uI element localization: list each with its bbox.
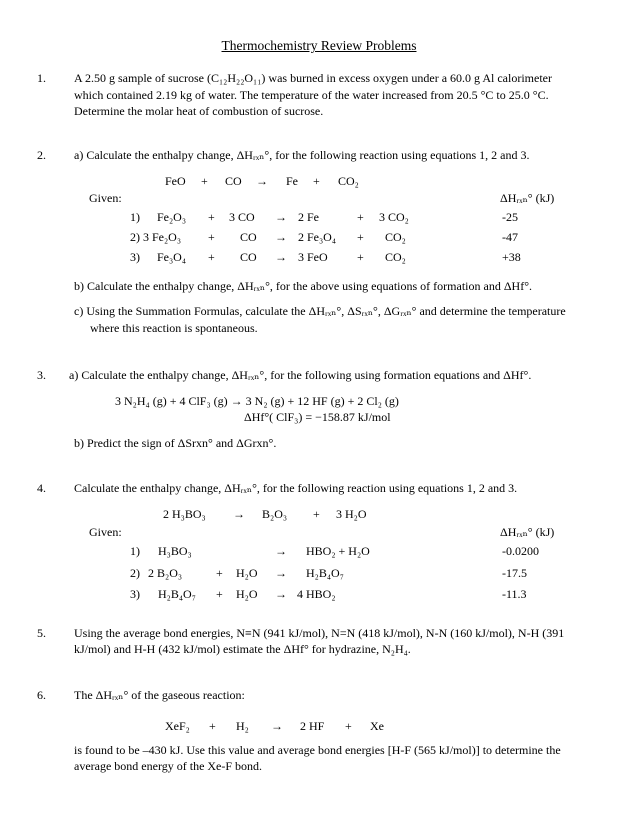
question-4-text: Calculate the enthalpy change, ΔHᵣₓₙ°, for the following reaction using equations 1, 2 and 3.: [74, 481, 518, 495]
eq-arrow: →: [275, 544, 287, 558]
question-6-text: The ΔHᵣₓₙ° of the gaseous reaction:: [74, 688, 245, 702]
q4-reaction-term: +: [313, 507, 320, 521]
eq-dh: -17.5: [502, 566, 527, 580]
eq-term: CO: [240, 230, 257, 244]
eq-term: H₂O: [236, 587, 258, 601]
q2-reaction-term: Fe: [286, 174, 298, 188]
question-1-number: 1.: [37, 71, 46, 85]
eq-term: 3 CO: [229, 210, 255, 224]
eq-term: +: [357, 210, 364, 224]
question-4-number: 4.: [37, 481, 46, 495]
q2-dh-header: ΔHᵣₓₙ° (kJ): [500, 191, 555, 205]
eq-term: +: [357, 230, 364, 244]
question-6-number: 6.: [37, 688, 46, 702]
q4-reaction-term: 3 H₂O: [336, 507, 367, 521]
eq-arrow: →: [275, 230, 287, 244]
q2-reaction-term: +: [201, 174, 208, 188]
q4-reaction-term: 2 H₃BO₃: [163, 507, 206, 521]
q2-reaction-term: +: [313, 174, 320, 188]
q6-reaction-term: H₂: [236, 719, 249, 733]
q4-reaction-arrow: →: [233, 507, 245, 521]
q6-reaction-term: +: [209, 719, 216, 733]
q6-reaction-term: 2 HF: [300, 719, 325, 733]
page-title: Thermochemistry Review Problems: [221, 38, 417, 53]
question-2-part-c-line-1: c) Using the Summation Formulas, calculate the ΔHᵣₓₙ°, ΔSᵣₓₙ°, ΔGᵣₓₙ° and determine the temperature: [74, 304, 566, 318]
question-6-line-1: is found to be –430 kJ. Use this value and average bond energies [H-F (565 kJ/mol)] to determine the: [74, 743, 561, 757]
eq-number: 3): [130, 587, 140, 601]
q2-reaction-term: FeO: [165, 174, 186, 188]
eq-term: +: [357, 250, 364, 264]
eq-dh: -25: [502, 210, 518, 224]
eq-term: Fe₃O₄: [157, 250, 187, 264]
eq-term: CO₂: [385, 230, 406, 244]
eq-term: +: [216, 587, 223, 601]
eq-arrow: →: [275, 587, 287, 601]
eq-term: H₃BO₃: [158, 544, 192, 558]
question-3-number: 3.: [37, 368, 46, 382]
question-3-part-a: a) Calculate the enthalpy change, ΔHᵣₓₙ°, for the following using formation equations and ΔHf°.: [69, 368, 532, 382]
q6-reaction-term: XeF₂: [165, 719, 190, 733]
eq-arrow: →: [275, 566, 287, 580]
eq-dh: -47: [502, 230, 518, 244]
q4-given-label: Given:: [89, 525, 122, 539]
eq-number: 2) 3 Fe₂O₃: [130, 230, 182, 244]
question-5-number: 5.: [37, 626, 46, 640]
question-3-part-b: b) Predict the sign of ΔSrxn° and ΔGrxn°.: [74, 436, 277, 450]
q3-formation-enthalpy: ΔHf°( ClF₃) = −158.87 kJ/mol: [244, 410, 391, 424]
q2-reaction-term: CO: [225, 174, 242, 188]
eq-dh: -0.0200: [502, 544, 539, 558]
eq-term: 2 Fe₃O₄: [298, 230, 337, 244]
q6-reaction-term: Xe: [370, 719, 384, 733]
question-5-line-2: kJ/mol) and H-H (432 kJ/mol) estimate the ΔHf° for hydrazine, N₂H₄.: [74, 642, 411, 656]
eq-number: 1): [130, 544, 140, 558]
question-6-line-2: average bond energy of the Xe-F bond.: [74, 759, 263, 773]
eq-number: 2): [130, 566, 140, 580]
eq-term: H₂B₄O₇: [158, 587, 196, 601]
q2-reaction-term: CO₂: [338, 174, 359, 188]
eq-term: H₂O: [236, 566, 258, 580]
q2-given-label: Given:: [89, 191, 122, 205]
question-5-line-1: Using the average bond energies, N≡N (941 kJ/mol), N=N (418 kJ/mol), N-N (160 kJ/mol), N-H (391: [74, 626, 565, 640]
q4-reaction-term: B₂O₃: [262, 507, 288, 521]
eq-term: +: [208, 250, 215, 264]
question-1-line-1: A 2.50 g sample of sucrose (C₁₂H₂₂O₁₁) was burned in excess oxygen under a 60.0 g Al calorimeter: [74, 71, 552, 85]
eq-term: CO₂: [385, 250, 406, 264]
question-2-part-b: b) Calculate the enthalpy change, ΔHᵣₓₙ°, for the above using equations of formation and ΔHf°.: [74, 279, 532, 293]
eq-term: 2 Fe: [298, 210, 319, 224]
eq-term: +: [208, 210, 215, 224]
eq-term: 3 FeO: [298, 250, 328, 264]
eq-term: 2 B₂O₃: [148, 566, 183, 580]
question-2-number: 2.: [37, 148, 46, 162]
eq-dh: +38: [502, 250, 521, 264]
question-2-part-c-line-2: where this reaction is spontaneous.: [90, 321, 258, 335]
eq-term: CO: [240, 250, 257, 264]
eq-number: 3): [130, 250, 140, 264]
question-2-part-a: a) Calculate the enthalpy change, ΔHᵣₓₙ°, for the following reaction using equations 1, 2 and 3.: [74, 148, 530, 162]
eq-term: H₂B₄O₇: [306, 566, 344, 580]
eq-dh: -11.3: [502, 587, 527, 601]
q6-reaction-arrow: →: [271, 719, 283, 733]
q6-reaction-term: +: [345, 719, 352, 733]
eq-arrow: →: [275, 210, 287, 224]
q4-dh-header: ΔHᵣₓₙ° (kJ): [500, 525, 555, 539]
eq-term: +: [216, 566, 223, 580]
eq-term: +: [208, 230, 215, 244]
question-1-line-3: Determine the molar heat of combustion of sucrose.: [74, 104, 324, 118]
eq-term: Fe₂O₃: [157, 210, 187, 224]
eq-number: 1): [130, 210, 140, 224]
q2-reaction-arrow: →: [256, 174, 268, 188]
eq-term: 3 CO₂: [379, 210, 409, 224]
q3-reaction: 3 N₂H₄ (g) + 4 ClF₃ (g) → 3 N₂ (g) + 12 HF (g) + 2 Cl₂ (g): [115, 394, 399, 408]
eq-arrow: →: [275, 250, 287, 264]
eq-term: HBO₂ + H₂O: [306, 544, 370, 558]
question-1-line-2: which contained 2.19 kg of water. The temperature of the water increased from 20.5 °C to 25.0 °C.: [74, 88, 549, 102]
eq-term: 4 HBO₂: [297, 587, 336, 601]
